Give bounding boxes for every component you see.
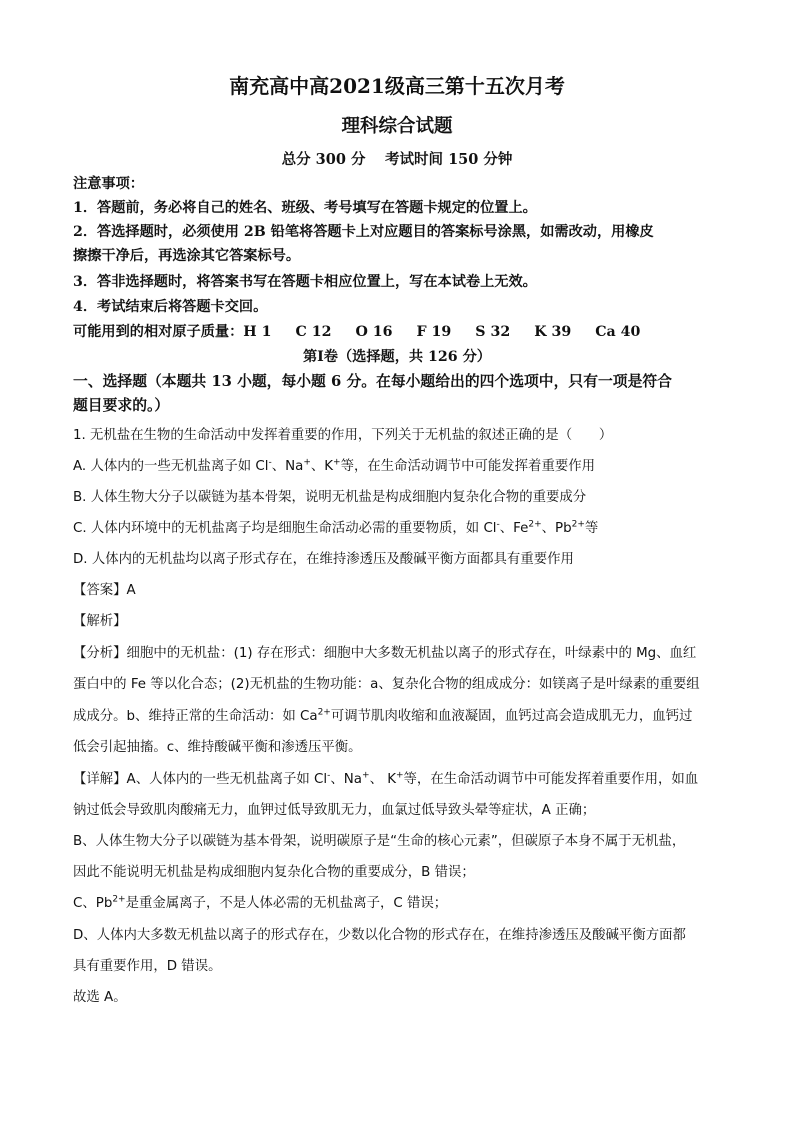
note-item-3: 3．答非选择题时，将答案书写在答题卡相应位置上，写在本试卷上无效。 bbox=[73, 274, 537, 290]
option-a: A. 人体内的一些无机盐离子如 Cl-、Na+、K+等，在生命活动调节中可能发挥着重要作用 bbox=[73, 457, 596, 474]
section-heading-line1: 一、选择题（本题共 13 小题，每小题 6 分。在每小题给出的四个选项中，只有一项是符合 bbox=[73, 373, 672, 390]
notes-heading: 注意事项： bbox=[73, 176, 144, 192]
fenxi-line-2: 蛋白中的 Fe 等以化合态；(2)无机盐的生物功能：a、复杂化合物的组成成分：如镁离子是叶绿素的重要组 bbox=[73, 677, 700, 692]
option-d: D. 人体内的无机盐均以离子形式存在，在维持渗透压及酸碱平衡方面都具有重要作用 bbox=[73, 552, 574, 567]
note-item-2-cont: 擦擦干净后，再选涂其它答案标号。 bbox=[73, 248, 301, 264]
xiangjie-line-6: D、人体内大多数无机盐以离子的形式存在，少数以化合物的形式存在，在维持渗透压及酸碱平衡方面都 bbox=[73, 928, 686, 943]
question-1-stem: 1. 无机盐在生物的生命活动中发挥着重要的作用，下列关于无机盐的叙述正确的是（ ） bbox=[73, 428, 613, 443]
part1-title: 第Ⅰ卷（选择题，共 126 分） bbox=[302, 349, 491, 365]
conclusion: 故选 A。 bbox=[73, 990, 127, 1005]
note-item-4: 4．考试结束后将答题卡交回。 bbox=[73, 299, 268, 315]
exam-subtitle: 理科综合试题 bbox=[341, 116, 453, 137]
atomic-h: H 1 bbox=[243, 324, 272, 340]
note-item-1: 1．答题前，务必将自己的姓名、班级、考号填写在答题卡规定的位置上。 bbox=[73, 200, 537, 216]
xiangjie-line-1: 【详解】A、人体内的一些无机盐离子如 Cl-、Na+、 K+等，在生命活动调节中可能发挥着重要作用，如血 bbox=[73, 770, 699, 787]
xiangjie-line-2: 钠过低会导致肌肉酸痛无力，血钾过低导致肌无力，血氯过低导致头晕等症状，A 正确； bbox=[73, 803, 596, 818]
note-item-2: 2．答选择题时，必须使用 2B 铅笔将答题卡上对应题目的答案标号涂黑，如需改动，用橡皮 bbox=[73, 224, 654, 240]
xiangjie-line-3: B、人体生物大分子以碳链为基本骨架，说明碳原子是“生命的核心元素”，但碳原子本身不属于无机盐， bbox=[73, 834, 686, 849]
fenxi-line-1: 【分析】细胞中的无机盐：(1) 存在形式：细胞中大多数无机盐以离子的形式存在，叶绿素中的 Mg、血红 bbox=[73, 646, 697, 661]
xiangjie-line-5: C、$Pb^{2+}$是重金属离子，不是人体必需的无机盐离子，C 错误； bbox=[73, 894, 448, 911]
section-heading-line2: 题目要求的。） bbox=[73, 397, 170, 414]
exam-info: 总分 300 分 考试时间 150 分钟 bbox=[281, 151, 513, 168]
atomic-o: O 16 bbox=[355, 324, 393, 340]
atomic-k: K 39 bbox=[534, 324, 572, 340]
atomic-c: C 12 bbox=[295, 324, 332, 340]
analysis-label: 【解析】 bbox=[73, 614, 127, 629]
fenxi-line-3: 成成分。b、维持正常的生命活动：如 $Ca^{2+}$可调节肌肉收缩和血液凝固，血钙过高会造成肌无力，血钙过 bbox=[73, 707, 693, 724]
answer-label: 【答案】A bbox=[73, 583, 136, 598]
xiangjie-line-7: 具有重要作用，D 错误。 bbox=[73, 959, 222, 974]
exam-title: 南充高中高2021级高三第十五次月考 bbox=[229, 74, 565, 98]
atomic-mass-label: 可能用到的相对原子质量： bbox=[73, 324, 244, 340]
fenxi-line-4: 低会引起抽搐。c、维持酸碱平衡和渗透压平衡。 bbox=[73, 740, 362, 755]
atomic-s: S 32 bbox=[475, 324, 511, 340]
atomic-f: F 19 bbox=[416, 324, 452, 340]
atomic-mass-line bbox=[73, 321, 640, 341]
xiangjie-line-4: 因此不能说明无机盐是构成细胞内复杂化合物的重要成分，B 错误； bbox=[73, 865, 475, 880]
option-b: B. 人体生物大分子以碳链为基本骨架，说明无机盐是构成细胞内复杂化合物的重要成分 bbox=[73, 490, 587, 505]
atomic-ca: Ca 40 bbox=[595, 324, 641, 340]
option-c: C. 人体内环境中的无机盐离子均是细胞生命活动必需的重要物质，如 Cl-、$Fe^{2+}$、$Pb^{2+}$等 bbox=[73, 519, 599, 536]
